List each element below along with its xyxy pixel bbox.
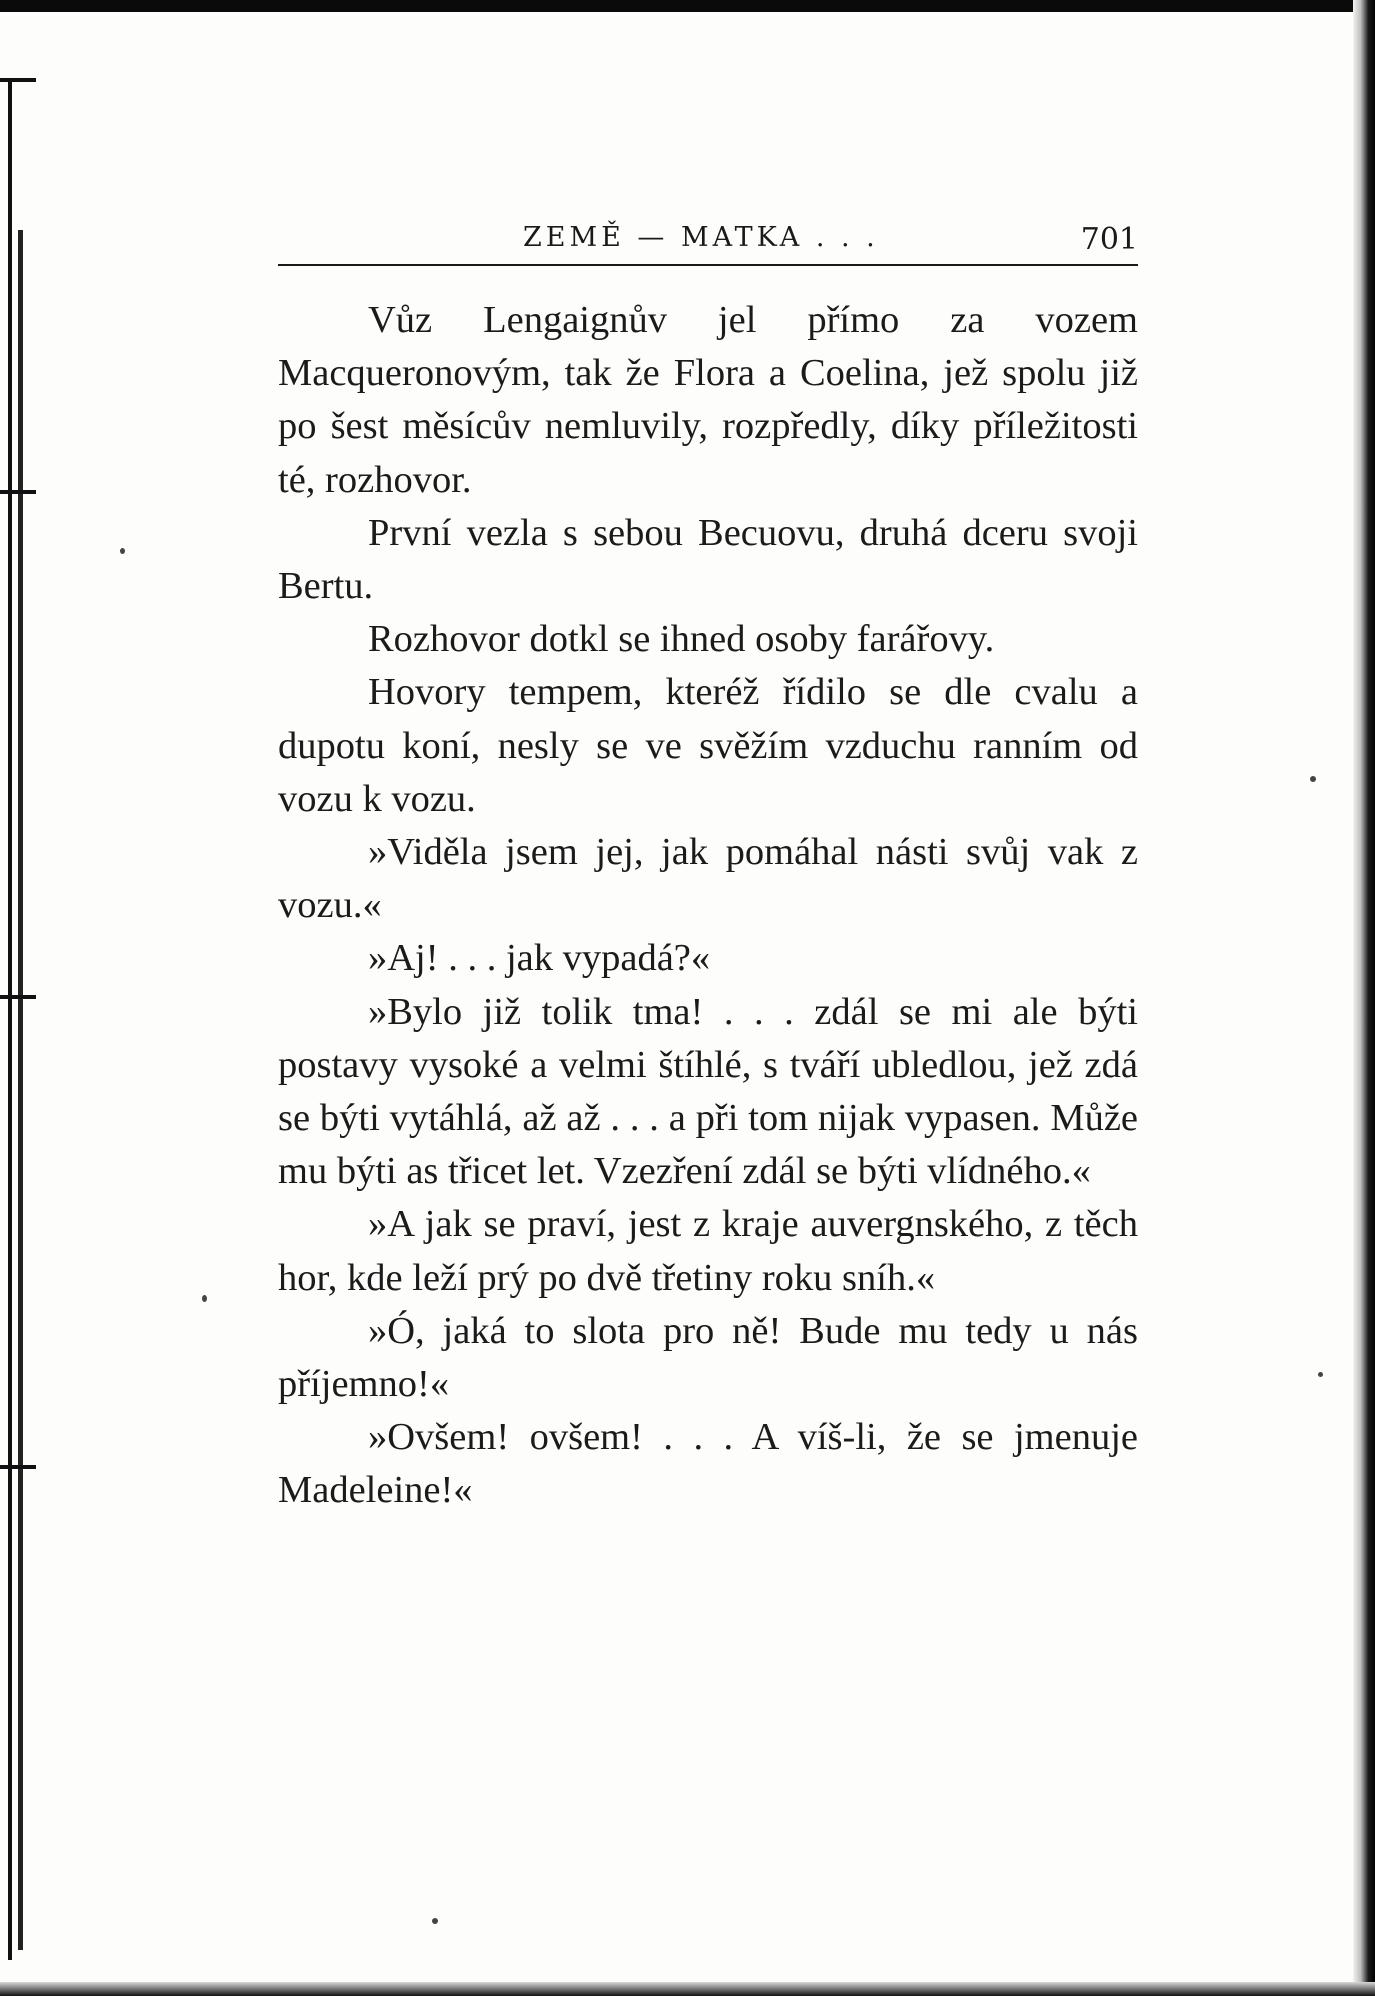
running-head [278, 220, 1138, 266]
scan-left-tick [0, 995, 36, 999]
paragraph: »Ovšem! ovšem! . . . A víš-li, že se jmenuje Madeleine!« [278, 1416, 1138, 1512]
paragraph: »Aj! . . . jak vypadá?« [368, 937, 711, 980]
dust-speck [1310, 776, 1316, 782]
book-page [278, 220, 1138, 1518]
paragraph: »Bylo již tolik tma! . . . zdál se mi ale býti postavy vysoké a velmi štíhlé, s tváří ubledlou, jež zdá se býti vytáhlá, až až . . . a při tom nijak vypasen. Může mu býti as třicet let. Vzezření zdál se býti vlídného.« [278, 990, 1138, 1193]
dust-speck [120, 548, 125, 554]
scan-left-tick [0, 78, 36, 82]
paragraph: »Ó, jaká to slota pro ně! Bude mu tedy u nás příjemno!« [278, 1309, 1138, 1406]
dust-speck [202, 1295, 207, 1302]
page-number: 701 [1080, 222, 1138, 257]
scan-bottom-border [0, 1982, 1375, 1996]
paragraph: Vůz Lengaignův jel přímo za vozem Macqueronovým, tak že Flora a Coelina, jež spolu již po šest měsícův nemluvily, rozpředly, díky příležitosti té, rozhovor. [278, 299, 1138, 501]
paragraph: První vezla s sebou Becuovu, druhá dceru svoji Bertu. [278, 511, 1138, 608]
scan-right-shadow [1353, 0, 1375, 1996]
scan-top-border [0, 0, 1375, 12]
running-head-title: ZEMĚ — MATKA . . . [523, 222, 879, 253]
scan-left-border [8, 80, 12, 1960]
dust-speck [432, 1918, 438, 1924]
scan-left-tick [0, 1465, 36, 1469]
body-text [278, 294, 1138, 1518]
paragraph: »Viděla jsem jej, jak pomáhal násti svůj vak z vozu.« [278, 831, 1138, 927]
paragraph: Rozhovor dotkl se ihned osoby farářovy. [368, 618, 995, 661]
scan-left-inner-border [18, 230, 23, 1950]
scan-left-tick [0, 490, 36, 494]
paragraph: Hovory tempem, kteréž řídilo se dle cvalu a dupotu koní, nesly se ve svěžím vzduchu ranním od vozu k vozu. [278, 671, 1138, 820]
paragraph: »A jak se praví, jest z kraje auvergnského, z těch hor, kde leží prý po dvě třetiny roku sníh.« [278, 1203, 1138, 1299]
dust-speck [1318, 1372, 1323, 1377]
